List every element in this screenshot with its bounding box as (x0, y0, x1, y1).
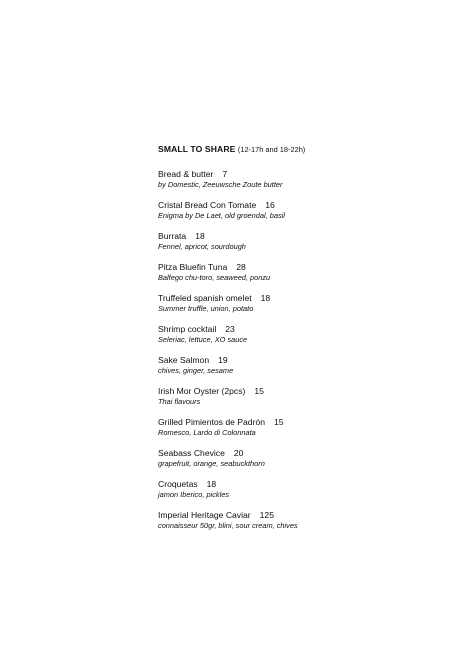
menu-item-price: 20 (233, 448, 244, 458)
menu-item-price: 15 (274, 417, 284, 427)
menu-item-description: Enigma by De Laet, old groendal, basil (158, 211, 285, 220)
menu-item-price: 16 (265, 200, 275, 210)
menu-item-name: Burrata (158, 231, 187, 241)
menu-item-description: Balfego chu-toro, seaweed, ponzu (158, 273, 271, 282)
menu-item-name: Croquetas (158, 479, 198, 489)
menu-item-description: Seleriac, lettuce, XO sauce (158, 335, 248, 344)
menu-item-description: chives, ginger, sesame (158, 366, 234, 375)
menu-item-name: Grilled Pimientos de Padrón (158, 417, 265, 427)
menu-item (158, 293, 458, 324)
menu-item (158, 479, 458, 510)
menu-item-price: 23 (225, 324, 235, 334)
menu-item (158, 231, 458, 262)
section-heading (158, 144, 458, 155)
menu-item-description: Summer truffle, union, potato (158, 304, 254, 313)
menu-item-description: by Domestic, Zeeuwsche Zoute butter (158, 180, 283, 189)
menu-item-name: Bread & butter (158, 169, 214, 179)
menu-item (158, 386, 458, 417)
menu-item-description: connaisseur 50gr, blini, sour cream, chives (158, 521, 298, 530)
menu-item-name: Irish Mor Oyster (2pcs) (158, 386, 246, 396)
menu-item-price: 125 (259, 510, 274, 520)
menu-item-name: Sake Salmon (158, 355, 210, 365)
menu-item-price: 19 (218, 355, 228, 365)
menu-item-name: Truffeled spanish omelet (158, 293, 252, 303)
menu-item (158, 417, 458, 448)
menu-item-name: Seabass Chevice (158, 448, 225, 458)
section-title: SMALL TO SHARE (158, 144, 236, 154)
section-hours: (12-17h and 18-22h) (237, 145, 306, 154)
menu-item-price: 7 (222, 169, 228, 179)
menu-item-name: Imperial Heritage Caviar (158, 510, 251, 520)
menu-item-price: 15 (254, 386, 264, 396)
menu-item-price: 18 (195, 231, 205, 241)
menu-item-description: Romesco, Lardo di Colonnata (158, 428, 256, 437)
menu-item (158, 355, 458, 386)
menu-item-name: Shrimp cocktail (158, 324, 217, 334)
menu-item-description: jamon Iberico, pickles (158, 490, 230, 499)
menu-item-list (158, 169, 458, 535)
menu-item (158, 262, 458, 293)
menu-item (158, 169, 458, 200)
menu-item (158, 510, 458, 535)
menu-item (158, 324, 458, 355)
menu-item-price: 28 (236, 262, 246, 272)
menu-item-description: Thai flavours (158, 397, 201, 406)
menu-item (158, 200, 458, 231)
menu-item-price: 18 (260, 293, 271, 303)
menu-item (158, 448, 458, 479)
menu-item-name: Cristal Bread Con Tomate (158, 200, 257, 210)
menu-item-price: 18 (206, 479, 217, 489)
menu-item-description: Fennel, apricot, sourdough (158, 242, 246, 251)
menu-item-name: Pitza Bluefin Tuna (158, 262, 228, 272)
menu-section (158, 144, 458, 535)
menu-item-description: grapefruit, orange, seabuckthorn (158, 459, 265, 468)
